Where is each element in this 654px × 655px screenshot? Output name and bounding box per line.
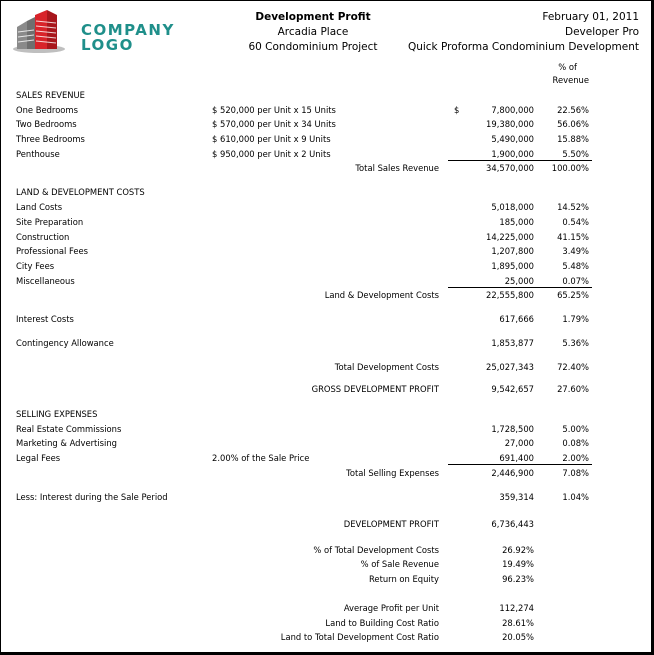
- project-name: Arcadia Place: [277, 26, 349, 38]
- row-label: Contingency Allowance: [16, 338, 114, 348]
- report-date: February 01, 2011: [542, 11, 639, 23]
- row-amount: 1,207,800: [491, 246, 534, 256]
- total-percent: 65.25%: [557, 290, 589, 300]
- selling-expenses-heading: SELLING EXPENSES: [16, 409, 98, 419]
- total-percent: 100.00%: [551, 163, 589, 173]
- row-amount: 19,380,000: [486, 119, 534, 129]
- row-percent: 1.79%: [562, 314, 589, 324]
- row-amount: 617,666: [499, 314, 534, 324]
- ratio-value: 96.23%: [502, 574, 534, 584]
- row-label: Real Estate Commissions: [16, 424, 122, 434]
- row-amount: 359,314: [499, 492, 534, 502]
- app-name: Developer Pro: [565, 26, 639, 38]
- row-percent: 0.54%: [562, 217, 589, 227]
- total-label: Total Sales Revenue: [355, 163, 439, 173]
- row-percent: 3.49%: [562, 246, 589, 256]
- total-label: DEVELOPMENT PROFIT: [343, 519, 439, 529]
- logo-text-logo: LOGO: [81, 36, 134, 54]
- project-subtitle: 60 Condominium Project: [248, 41, 378, 53]
- currency-symbol: $: [454, 105, 460, 115]
- row-description: 2.00% of the Sale Price: [212, 453, 310, 463]
- total-amount: 25,027,343: [486, 362, 534, 372]
- row-description: $ 520,000 per Unit x 15 Units: [212, 105, 336, 115]
- report-type: Quick Proforma Condominium Development: [407, 41, 639, 53]
- row-percent: 14.52%: [557, 202, 589, 212]
- row-label: Interest Costs: [16, 314, 74, 324]
- pct-column-header-line2: Revenue: [552, 75, 589, 85]
- company-logo: [13, 9, 179, 55]
- total-percent: 27.60%: [557, 384, 589, 394]
- row-amount: 185,000: [499, 217, 534, 227]
- row-percent: 0.08%: [562, 438, 589, 448]
- row-label: Site Preparation: [16, 217, 84, 227]
- row-label: Two Bedrooms: [16, 119, 77, 129]
- ratio-value: 19.49%: [502, 559, 534, 569]
- total-label: Total Selling Expenses: [346, 468, 439, 478]
- row-label: Marketing & Advertising: [16, 438, 117, 448]
- total-amount: 22,555,800: [486, 290, 534, 300]
- row-percent: 22.56%: [557, 105, 589, 115]
- row-label: Professional Fees: [16, 246, 89, 256]
- row-label: City Fees: [16, 261, 55, 271]
- building-logo-icon: [13, 9, 73, 55]
- total-percent: 72.40%: [557, 362, 589, 372]
- row-amount: 1,853,877: [491, 338, 534, 348]
- row-description: $ 610,000 per Unit x 9 Units: [212, 134, 331, 144]
- row-percent: 5.50%: [562, 149, 589, 159]
- row-percent: 41.15%: [557, 232, 589, 242]
- total-label: GROSS DEVELOPMENT PROFIT: [311, 384, 439, 394]
- ratio-label: % of Sale Revenue: [360, 559, 439, 569]
- total-label: Total Development Costs: [334, 362, 439, 372]
- row-label: Construction: [16, 232, 70, 242]
- row-percent: 15.88%: [557, 134, 589, 144]
- row-amount: 1,728,500: [491, 424, 534, 434]
- pct-column-header-line1: % of: [558, 62, 577, 72]
- total-label: Land & Development Costs: [324, 290, 439, 300]
- total-amount: 34,570,000: [486, 163, 534, 173]
- ratio-label: Average Profit per Unit: [343, 603, 439, 613]
- row-percent: 56.06%: [557, 119, 589, 129]
- sales-revenue-heading: SALES REVENUE: [16, 90, 85, 100]
- subtotal-divider: [448, 464, 592, 465]
- row-percent: 5.36%: [562, 338, 589, 348]
- ratio-value: 28.61%: [502, 618, 534, 628]
- row-label: Miscellaneous: [16, 276, 75, 286]
- row-label: Legal Fees: [16, 453, 61, 463]
- total-percent: 7.08%: [562, 468, 589, 478]
- row-label: Penthouse: [16, 149, 60, 159]
- ratio-label: Return on Equity: [368, 574, 439, 584]
- row-amount: 5,490,000: [491, 134, 534, 144]
- row-label: One Bedrooms: [16, 105, 78, 115]
- total-amount: 2,446,900: [491, 468, 534, 478]
- row-label: Land Costs: [16, 202, 63, 212]
- ratio-label: % of Total Development Costs: [313, 545, 439, 555]
- land-costs-heading: LAND & DEVELOPMENT COSTS: [16, 187, 145, 197]
- total-amount: 6,736,443: [491, 519, 534, 529]
- row-amount: 7,800,000: [491, 105, 534, 115]
- logo-text-company: COMPANY: [81, 21, 175, 39]
- row-percent: 5.48%: [562, 261, 589, 271]
- ratio-value: 26.92%: [502, 545, 534, 555]
- row-amount: 1,900,000: [491, 149, 534, 159]
- row-amount: 5,018,000: [491, 202, 534, 212]
- ratio-value: 112,274: [499, 603, 534, 613]
- subtotal-divider: [448, 160, 592, 161]
- row-amount: 14,225,000: [486, 232, 534, 242]
- ratio-value: 20.05%: [502, 632, 534, 642]
- row-amount: 27,000: [504, 438, 534, 448]
- row-amount: 1,895,000: [491, 261, 534, 271]
- row-label: Three Bedrooms: [16, 134, 85, 144]
- report-title: Development Profit: [255, 11, 371, 23]
- row-label: Less: Interest during the Sale Period: [16, 492, 168, 502]
- row-percent: 5.00%: [562, 424, 589, 434]
- row-description: $ 950,000 per Unit x 2 Units: [212, 149, 331, 159]
- row-amount: 25,000: [504, 276, 534, 286]
- ratio-label: Land to Total Development Cost Ratio: [280, 632, 439, 642]
- row-percent: 1.04%: [562, 492, 589, 502]
- ratio-label: Land to Building Cost Ratio: [325, 618, 439, 628]
- total-amount: 9,542,657: [491, 384, 534, 394]
- subtotal-divider: [448, 287, 592, 288]
- row-percent: 0.07%: [562, 276, 589, 286]
- row-amount: 691,400: [499, 453, 534, 463]
- row-percent: 2.00%: [562, 453, 589, 463]
- row-description: $ 570,000 per Unit x 34 Units: [212, 119, 336, 129]
